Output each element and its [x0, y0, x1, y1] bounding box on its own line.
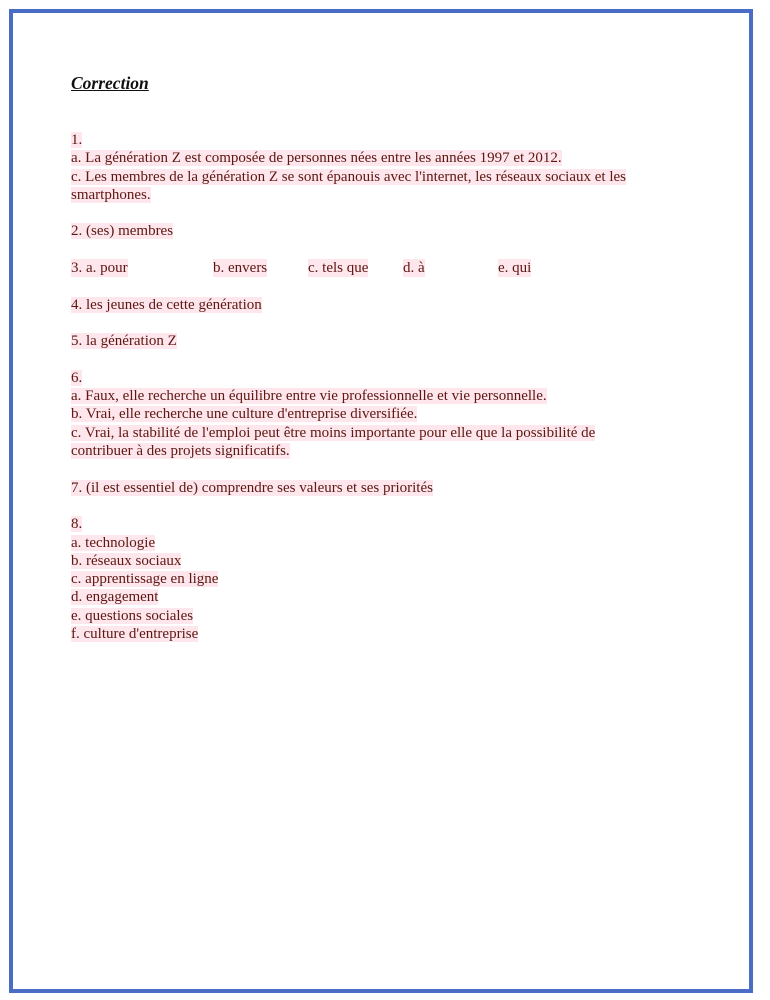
q7-answer: 7. (il est essentiel de) comprendre ses valeurs et ses priorités — [71, 479, 433, 496]
q1-number: 1. — [71, 132, 83, 148]
page-title: Correction — [71, 73, 149, 93]
q5-answer: 5. la génération Z — [71, 333, 177, 350]
q3-e: e. qui — [498, 260, 532, 277]
q3-d: d. à — [403, 260, 425, 277]
q8-item: e. questions sociales — [71, 607, 194, 624]
q3-answers — [71, 259, 691, 277]
q3-b: b. envers — [213, 260, 268, 277]
q1-answer-a: a. La génération Z est composée de personnes nées entre les années 1997 et 2012. — [71, 150, 562, 167]
q6-number: 6. — [71, 369, 83, 386]
q8-item: b. réseaux sociaux — [71, 552, 182, 569]
q8-item: f. culture d'entreprise — [71, 626, 199, 643]
q6-answer-a: a. Faux, elle recherche un équilibre entre vie professionnelle et vie personnelle. — [71, 388, 547, 405]
q8-item: d. engagement — [71, 589, 159, 606]
correction-body — [71, 131, 691, 643]
q6-answer-c: c. Vrai, la stabilité de l'emploi peut être moins importante pour elle que la possibilité de contribuer à des projets significatifs. — [71, 424, 596, 460]
q3-a: 3. a. pour — [71, 260, 128, 277]
q3-c: c. tels que — [308, 260, 369, 277]
q1-answer-c: c. Les membres de la génération Z se sont épanouis avec l'internet, les réseaux sociaux et les smartphones. — [71, 168, 626, 203]
q4-answer: 4. les jeunes de cette génération — [71, 296, 262, 313]
q8-number: 8. — [71, 516, 83, 533]
q6-answer-b: b. Vrai, elle recherche une culture d'entreprise diversifiée. — [71, 406, 418, 423]
q8-item: c. apprentissage en ligne — [71, 571, 219, 588]
q2-answer: 2. (ses) membres — [71, 223, 174, 240]
q8-item: a. technologie — [71, 534, 156, 551]
